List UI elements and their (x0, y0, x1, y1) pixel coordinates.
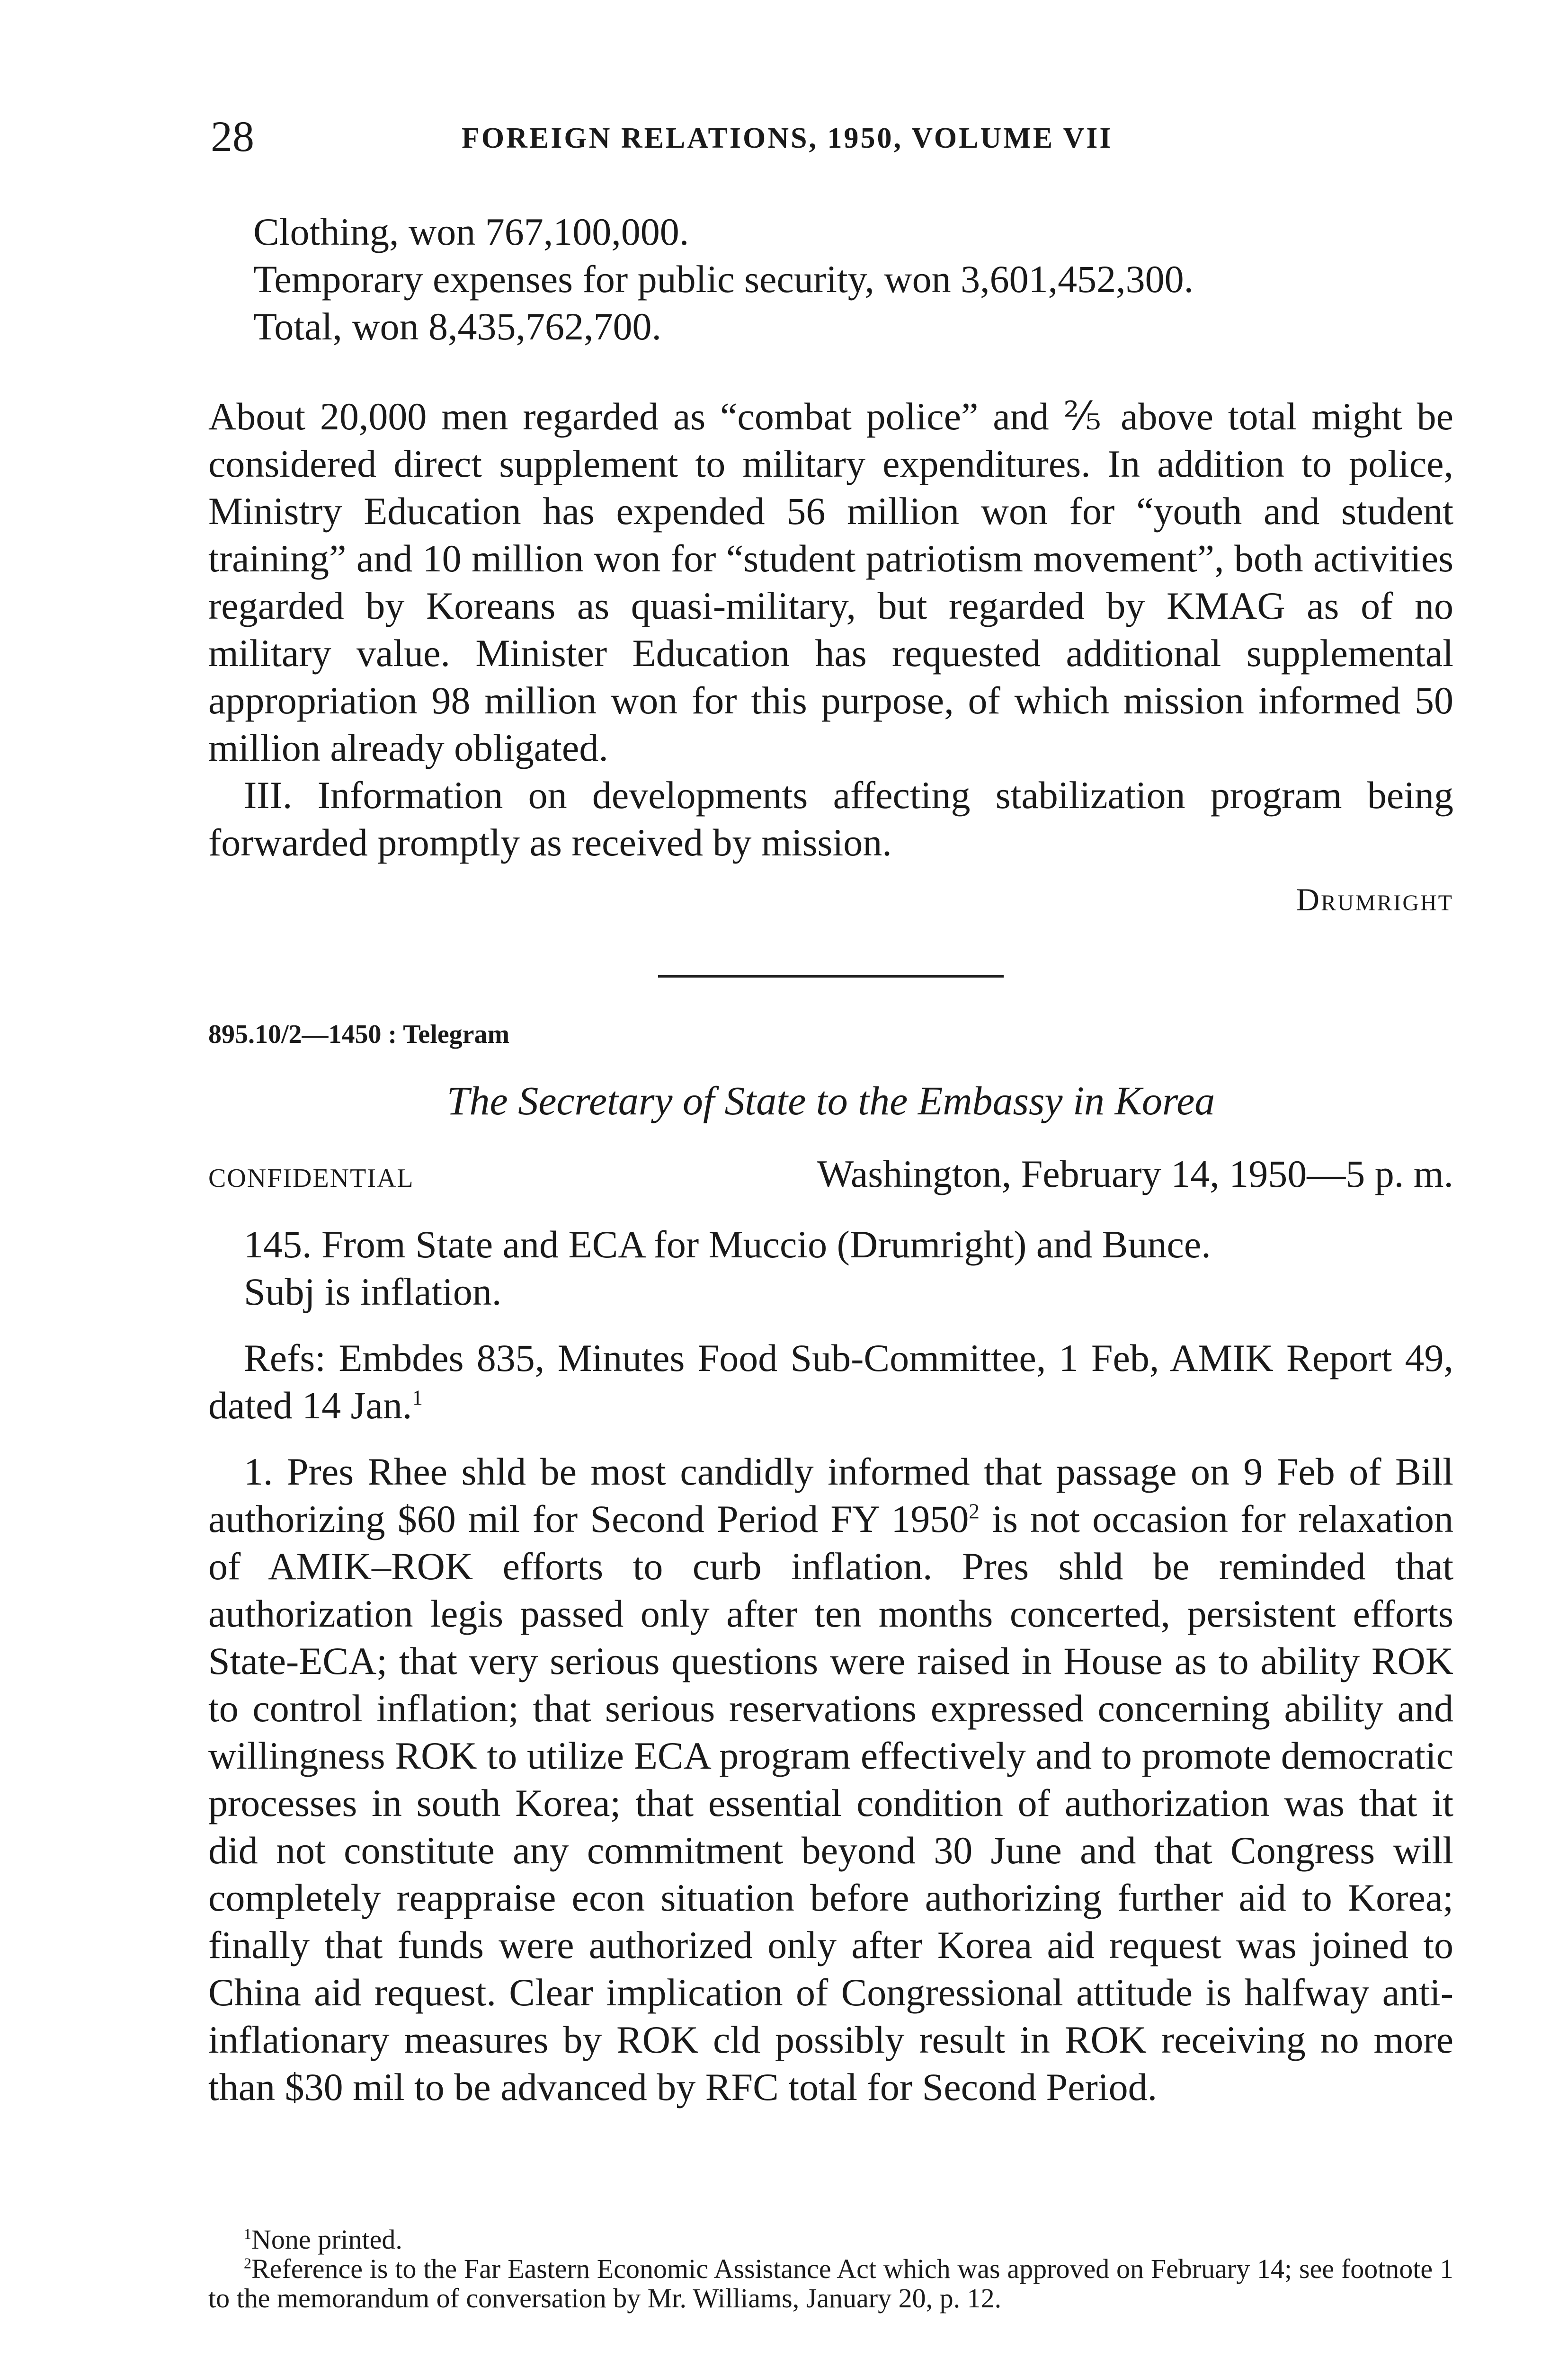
telegram-meta (208, 1150, 1453, 1202)
footnote-marker-2: 2 (969, 1499, 980, 1523)
page-body (208, 208, 1453, 2111)
section-divider (658, 975, 1004, 978)
paragraph-combat-police: About 20,000 men regarded as “combat police” and ⅖ above total might be considered direct supplement to military expenditures. In addition to police, Ministry Education has expended 56 million won for “youth and student training” and 10 million won for “student patriotism movement”, both activities regarded by Koreans as quasi-military, but regarded by KMAG as of no military value. Minister Education has requested additional supplemental appropriation 98 million won for this purpose, of which mission informed 50 million already obligated. (208, 395, 1453, 769)
page-number: 28 (211, 112, 254, 160)
classification-mark: CONFIDENTIAL (208, 1164, 414, 1193)
footnote-marker-1: 1 (412, 1386, 423, 1410)
footnote-1-text: None printed. (251, 2224, 402, 2255)
paragraph-pres-rhee-a: 1. Pres Rhee shld be most candidly informed that passage on 9 Feb of Bill authorizing $60 mil for Second Period FY 1950 (208, 1450, 1453, 1540)
file-reference: 895.10/2—1450 : Telegram (208, 1020, 510, 1049)
signature: Drumright (1296, 881, 1453, 917)
footnote-2-mark: 2 (244, 2255, 251, 2272)
budget-line-clothing: Clothing, won 767,100,000. (253, 210, 689, 253)
paragraph-pres-rhee-b: is not occasion for relaxation of AMIK–ROK efforts to curb inflation. Pres shld be reminded that authorization legis passed only after ten months concerted, persistent efforts State-ECA; that very serious questions were raised in House as to ability ROK to control inflation; that serious reservations expressed concerning ability and willingness ROK to utilize ECA program effectively and to promote democratic processes in south Korea; that essential condition of authorization was that it did not constitute any commitment beyond 30 June and that Congress will completely reappraise econ situation before authorizing further aid to Korea; finally that funds were authorized only after Korea aid request was joined to China aid request. Clear implication of Congressional attitude is halfway anti-inflationary measures by ROK cld possibly result in ROK receiving no more than $30 mil to be advanced by RFC total for Second Period. (208, 1497, 1453, 2109)
telegram-subject: Subj is inflation. (244, 1270, 502, 1313)
footnote-1 (208, 2225, 1453, 2254)
paragraph-pres-rhee (208, 1448, 1453, 2111)
footnote-1-mark: 1 (244, 2225, 251, 2242)
footnote-2 (208, 2254, 1453, 2313)
footnotes (208, 2225, 1453, 2313)
running-head: FOREIGN RELATIONS, 1950, VOLUME VII (462, 122, 1113, 154)
telegram-refs (208, 1335, 1453, 1429)
budget-line-total: Total, won 8,435,762,700. (253, 305, 662, 348)
telegram-line-145: 145. From State and ECA for Muccio (Drumright) and Bunce. (244, 1223, 1211, 1266)
paragraph-stabilization: III. Information on developments affecting stabilization program being forwarded promptly as received by mission. (208, 774, 1453, 864)
footnote-2-text: Reference is to the Far Eastern Economic Assistance Act which was approved on February 14; see footnote 1 to the memorandum of conversation by Mr. Williams, January 20, p. 12. (208, 2253, 1453, 2314)
page-header (211, 111, 1451, 168)
budget-line-public-security: Temporary expenses for public security, won 3,601,452,300. (253, 258, 1194, 301)
document-title: The Secretary of State to the Embassy in Korea (446, 1078, 1215, 1123)
telegram-refs-text: Refs: Embdes 835, Minutes Food Sub-Committee, 1 Feb, AMIK Report 49, dated 14 Jan. (208, 1336, 1453, 1427)
dateline: Washington, February 14, 1950—5 p. m. (817, 1152, 1453, 1195)
